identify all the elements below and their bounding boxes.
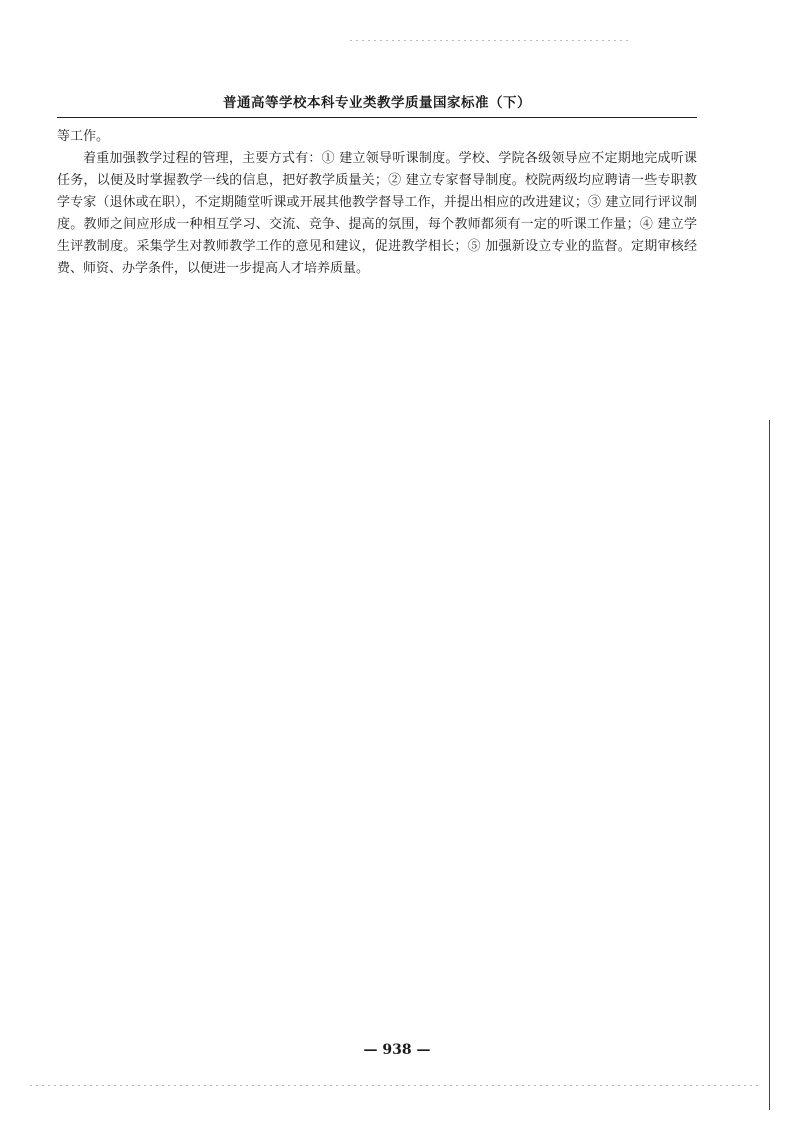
page-number: — 938 — <box>363 1042 431 1058</box>
running-header-title: 普通高等学校本科专业类教学质量国家标准（下） <box>223 95 531 111</box>
scan-artifact <box>350 40 630 41</box>
running-header <box>57 93 697 118</box>
scan-artifact <box>30 1085 760 1086</box>
scan-edge-line <box>769 420 771 1110</box>
paragraph-continuation: 等工作。 <box>57 129 110 144</box>
paragraph-teaching-process-management: 着重加强教学过程的管理，主要方式有：① 建立领导听课制度。学校、学院各级领导应不定期地完成听课任务，以便及时掌握教学一线的信息，把好教学质量关；② 建立专家督导制度。校院两级均应聘请一些专职教学专家（退休或在职），不定期随堂听课或开展其他教学督导工作，并提出相应的改进建议；③ 建立同行评议制度。教师之间应形成一种相互学习、交流、竞争、提高的氛围，每个教师都须有一定的听课工作量；④ 建立学生评教制度。采集学生对教师教学工作的意见和建议，促进教学相长；⑤ 加强新设立专业的监督。定期审核经费、师资、办学条件，以便进一步提高人才培养质量。 <box>57 151 697 276</box>
body-text <box>57 126 697 280</box>
